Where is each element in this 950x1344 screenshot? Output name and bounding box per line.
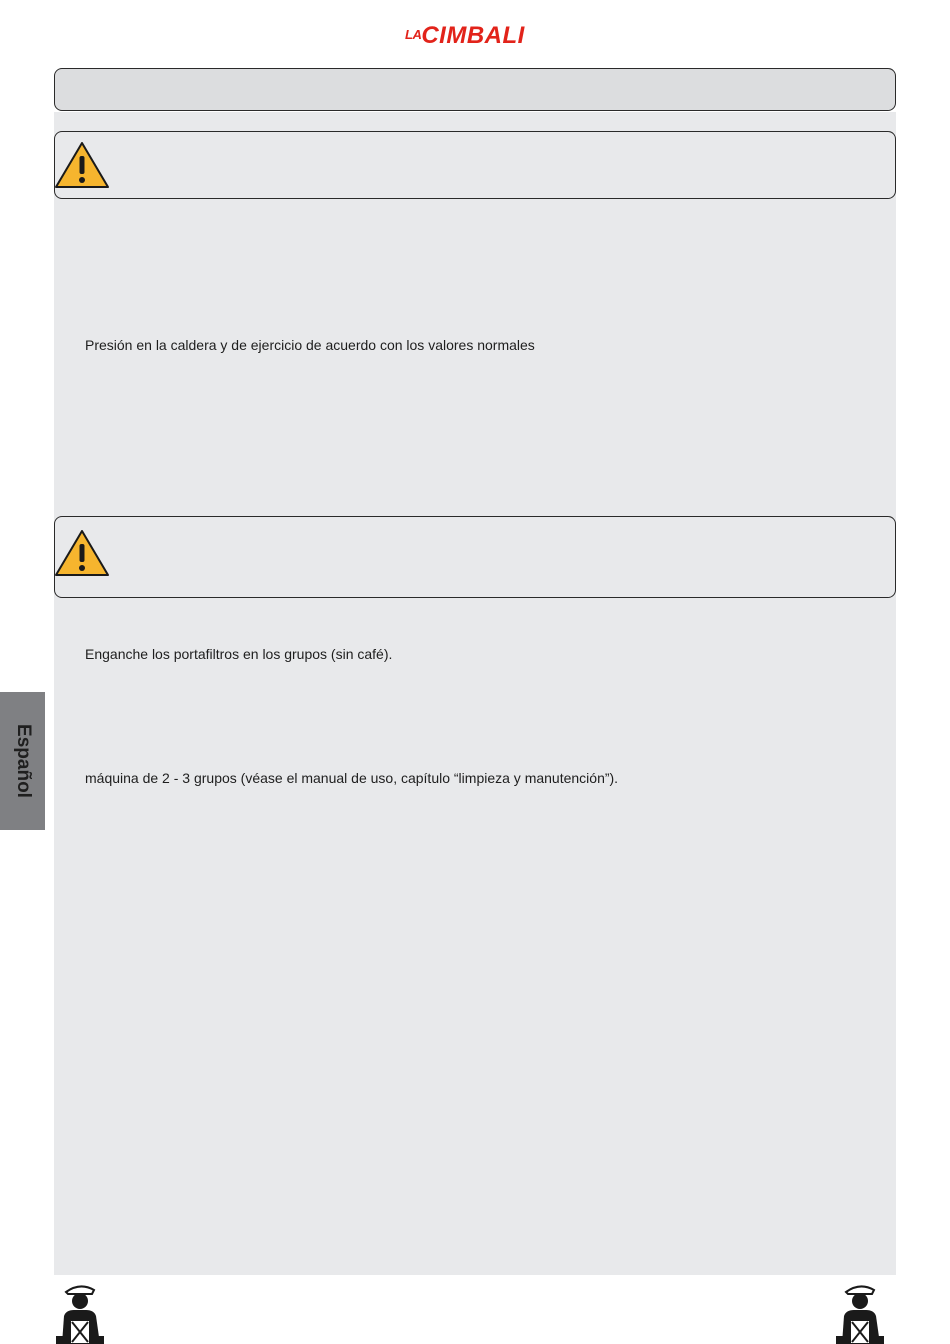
warning-triangle-icon (55, 141, 111, 189)
brand-logo-name: CIMBALI (421, 22, 525, 49)
warning-box-2 (54, 516, 896, 598)
brand-logo (405, 22, 545, 54)
language-tab (0, 692, 45, 830)
language-tab-label: Español (12, 724, 34, 798)
technician-icon (832, 1284, 896, 1344)
instruction-text: Enganche los portafiltros en los grupos (sin café). (85, 646, 393, 662)
content-panel (54, 112, 896, 1275)
instruction-text: Presión en la caldera y de ejercicio de acuerdo con los valores normales (85, 337, 535, 353)
section-header-bar (54, 68, 896, 111)
technician-icon (52, 1284, 116, 1344)
brand-logo-prefix: LA (405, 27, 422, 42)
instruction-text: máquina de 2 - 3 grupos (véase el manual de uso, capítulo “limpieza y manutención”). (85, 770, 619, 786)
warning-triangle-icon (55, 529, 111, 577)
warning-box-1 (54, 131, 896, 199)
